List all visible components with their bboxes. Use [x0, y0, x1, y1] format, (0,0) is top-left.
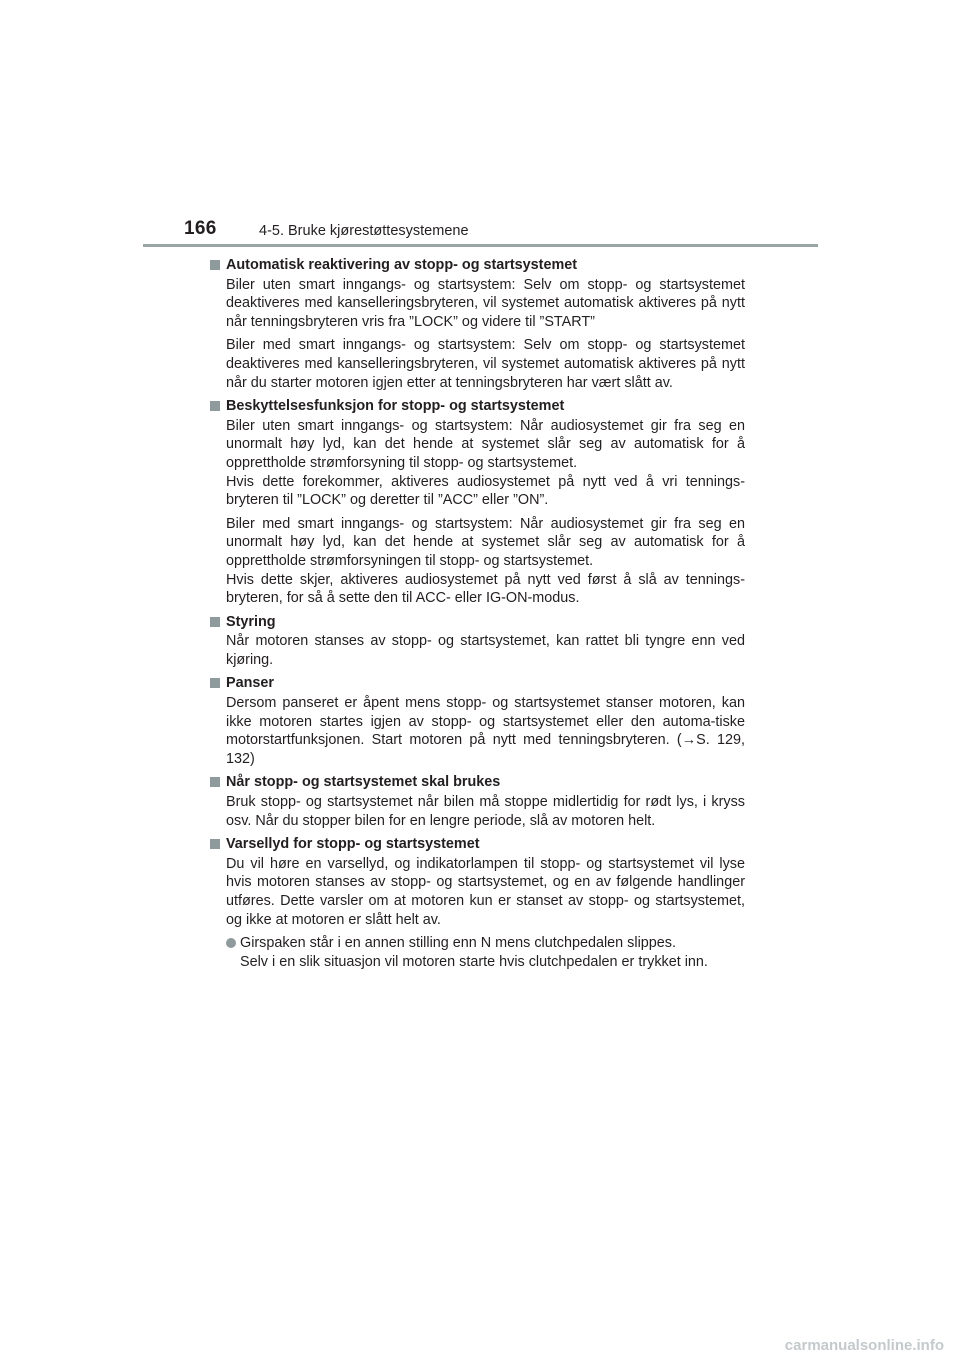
paragraph: Hvis dette forekommer, aktiveres audiosystemet på nytt ved å vri tennings-bryteren til ”LOCK” og deretter til ”ACC” eller ”ON”.: [226, 473, 745, 509]
page-header: [0, 0, 960, 250]
page-number: 166: [184, 218, 217, 239]
section-heading-text: Beskyttelsesfunksjon for stopp- og startsystemet: [226, 398, 565, 415]
square-bullet-icon: [210, 839, 220, 849]
section-steering: [210, 613, 745, 670]
paragraph: Når motoren stanses av stopp- og startsystemet, kan rattet bli tyngre enn ved kjøring.: [226, 633, 745, 668]
section-heading-text: Styring: [226, 613, 276, 630]
list-item: [210, 934, 745, 971]
section-heading: [210, 613, 745, 632]
main-content: [210, 256, 745, 976]
square-bullet-icon: [210, 678, 220, 688]
section-warning-sound: [210, 835, 745, 971]
circle-bullet-icon: [226, 938, 236, 948]
section-heading: [210, 835, 745, 854]
square-bullet-icon: [210, 401, 220, 411]
section-hood: [210, 674, 745, 768]
square-bullet-icon: [210, 777, 220, 787]
paragraph: Dersom panseret er åpent mens stopp- og startsystemet stanser motoren, kan ikke motoren startes igjen av stopp- og startsystemet eller den automa-tiske motorstartfunksjonen. Start motoren på nytt med tenningsbryteren. (→S. 129, 132): [226, 695, 745, 767]
paragraph: Biler uten smart inngangs- og startsystem: Selv om stopp- og startsystemet deaktiveres med kanselleringsbryteren, vil systemet automatisk aktiveres på nytt når tenningsbryteren vris fra ”LOCK” og videre til ”START”: [226, 276, 745, 330]
paragraph: Hvis dette skjer, aktiveres audiosystemet på nytt ved først å slå av tennings-bryteren, for så å sette den til ACC- eller IG-ON-modus.: [226, 571, 745, 607]
section-heading: [210, 674, 745, 693]
header-divider: [143, 244, 818, 247]
section-when-to-use: [210, 773, 745, 830]
paragraph: Biler uten smart inngangs- og startsystem: Når audiosystemet gir fra seg en unormalt høy lyd, kan det hende at systemet slår seg av automatisk for å opprettholde strømforsyning til stopp- og startsystemet.: [226, 417, 745, 471]
list-item-text: Selv i en slik situasjon vil motoren starte hvis clutchpedalen er trykket inn.: [240, 953, 708, 970]
section-protection-function: [210, 397, 745, 608]
square-bullet-icon: [210, 617, 220, 627]
section-title: 4-5. Bruke kjørestøttesystemene: [259, 223, 469, 239]
section-heading: [210, 773, 745, 792]
list-item-text: Girspaken står i en annen stilling enn N mens clutchpedalen slippes.: [240, 935, 676, 952]
paragraph: Bruk stopp- og startsystemet når bilen må stoppe midlertidig for rødt lys, i kryss osv. Når du stopper bilen for en lengre periode, slå av motoren helt.: [226, 794, 745, 829]
square-bullet-icon: [210, 260, 220, 270]
section-auto-reactivation: [210, 256, 745, 392]
watermark: carmanualsonline.info: [784, 1337, 944, 1354]
section-heading-text: Automatisk reaktivering av stopp- og startsystemet: [226, 257, 578, 273]
paragraph: Biler med smart inngangs- og startsystem: Selv om stopp- og startsystemet deaktiveres med kanselleringsbryteren, vil systemet automatisk aktiveres på nytt når du starter motoren igjen etter at tenningsbryteren har vært slått av.: [226, 337, 745, 391]
section-heading-text: Varsellyd for stopp- og startsystemet: [226, 836, 480, 853]
section-heading-text: Når stopp- og startsystemet skal brukes: [226, 774, 501, 791]
section-heading-text: Panser: [226, 675, 274, 692]
section-heading: [210, 256, 745, 275]
section-heading: [210, 397, 745, 416]
paragraph: Biler med smart inngangs- og startsystem: Når audiosystemet gir fra seg en unormalt høy lyd, kan det hende at systemet slår seg av automatisk for å opprettholde strømforsyningen til stopp- og startsystemet.: [226, 515, 745, 569]
paragraph: Du vil høre en varsellyd, og indikatorlampen til stopp- og startsystemet vil lyse hvis motoren stanses av stopp- og startsystemet, og en av følgende handlinger utføres. Dette varsler om at motoren kun er stanset av stopp- og startsystemet, og ikke at motoren er slått helt av.: [226, 855, 745, 928]
